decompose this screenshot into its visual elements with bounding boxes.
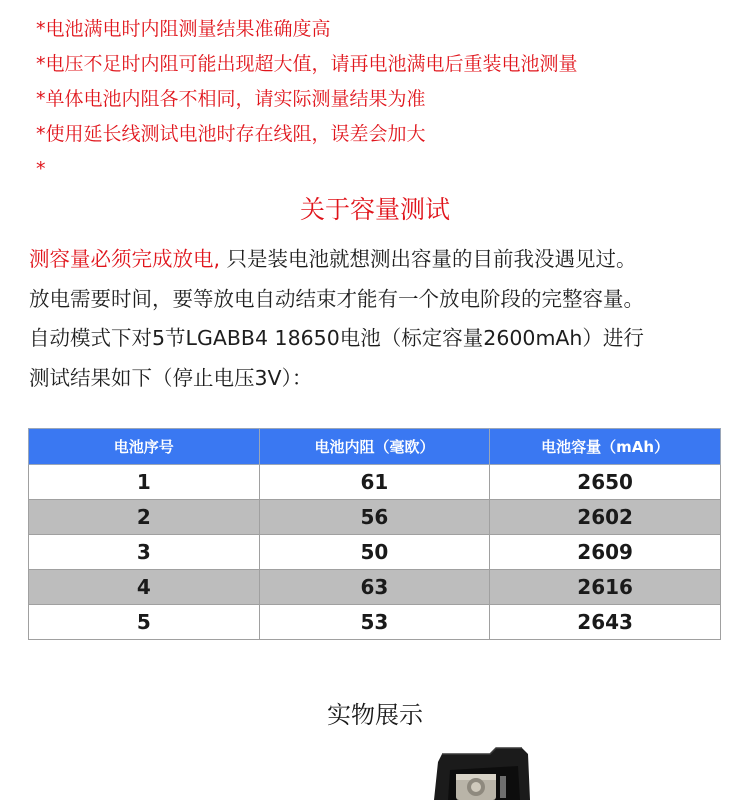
header-capacity: 电池容量（mAh） <box>490 429 721 465</box>
table-row <box>29 500 721 535</box>
table-header-row <box>29 429 721 465</box>
cell-battery-number: 1 <box>29 465 260 500</box>
cell-capacity: 2602 <box>490 500 721 535</box>
description-text: 只是装电池就想测出容量的目前我没遇见过。 <box>220 247 637 271</box>
cell-capacity: 2609 <box>490 535 721 570</box>
header-internal-resistance: 电池内阻（毫欧） <box>259 429 490 465</box>
cell-capacity: 2616 <box>490 570 721 605</box>
notes-list <box>36 12 578 187</box>
table-row <box>29 605 721 640</box>
cell-battery-number: 2 <box>29 500 260 535</box>
capacity-section-title: 关于容量测试 <box>299 195 450 224</box>
description-line-3: 自动模式下对5节LGABB4 18650电池（标定容量2600mAh）进行 <box>29 326 644 350</box>
note-item: *单体电池内阻各不相同，请实际测量结果为准 <box>36 88 426 110</box>
cell-capacity: 2643 <box>490 605 721 640</box>
cell-capacity: 2650 <box>490 465 721 500</box>
note-item: *电压不足时内阻可能出现超大值，请再电池满电后重装电池测量 <box>36 53 578 75</box>
cell-internal-resistance: 63 <box>259 570 490 605</box>
capacity-results-table <box>28 428 721 640</box>
description-line-4: 测试结果如下（停止电压3V）： <box>29 365 313 390</box>
header-battery-number: 电池序号 <box>29 429 260 465</box>
display-section-title: 实物展示 <box>327 701 423 729</box>
cell-internal-resistance: 61 <box>259 465 490 500</box>
cell-internal-resistance: 53 <box>259 605 490 640</box>
note-item: *使用延长线测试电池时存在线阻，误差会加大 <box>36 123 426 145</box>
description-line-1 <box>29 240 729 280</box>
table-row <box>29 535 721 570</box>
description-highlight: 测容量必须完成放电, <box>29 247 221 271</box>
description-line-2: 放电需要时间，要等放电自动结束才能有一个放电阶段的完整容量。 <box>29 286 644 311</box>
cell-battery-number: 3 <box>29 535 260 570</box>
cell-internal-resistance: 50 <box>259 535 490 570</box>
cell-battery-number: 4 <box>29 570 260 605</box>
table-row <box>29 570 721 605</box>
note-item: * <box>36 158 46 180</box>
battery-holder-photo <box>430 740 540 800</box>
capacity-description <box>29 240 729 398</box>
cell-battery-number: 5 <box>29 605 260 640</box>
table-row <box>29 465 721 500</box>
cell-internal-resistance: 56 <box>259 500 490 535</box>
note-item: *电池满电时内阻测量结果准确度高 <box>36 18 331 40</box>
